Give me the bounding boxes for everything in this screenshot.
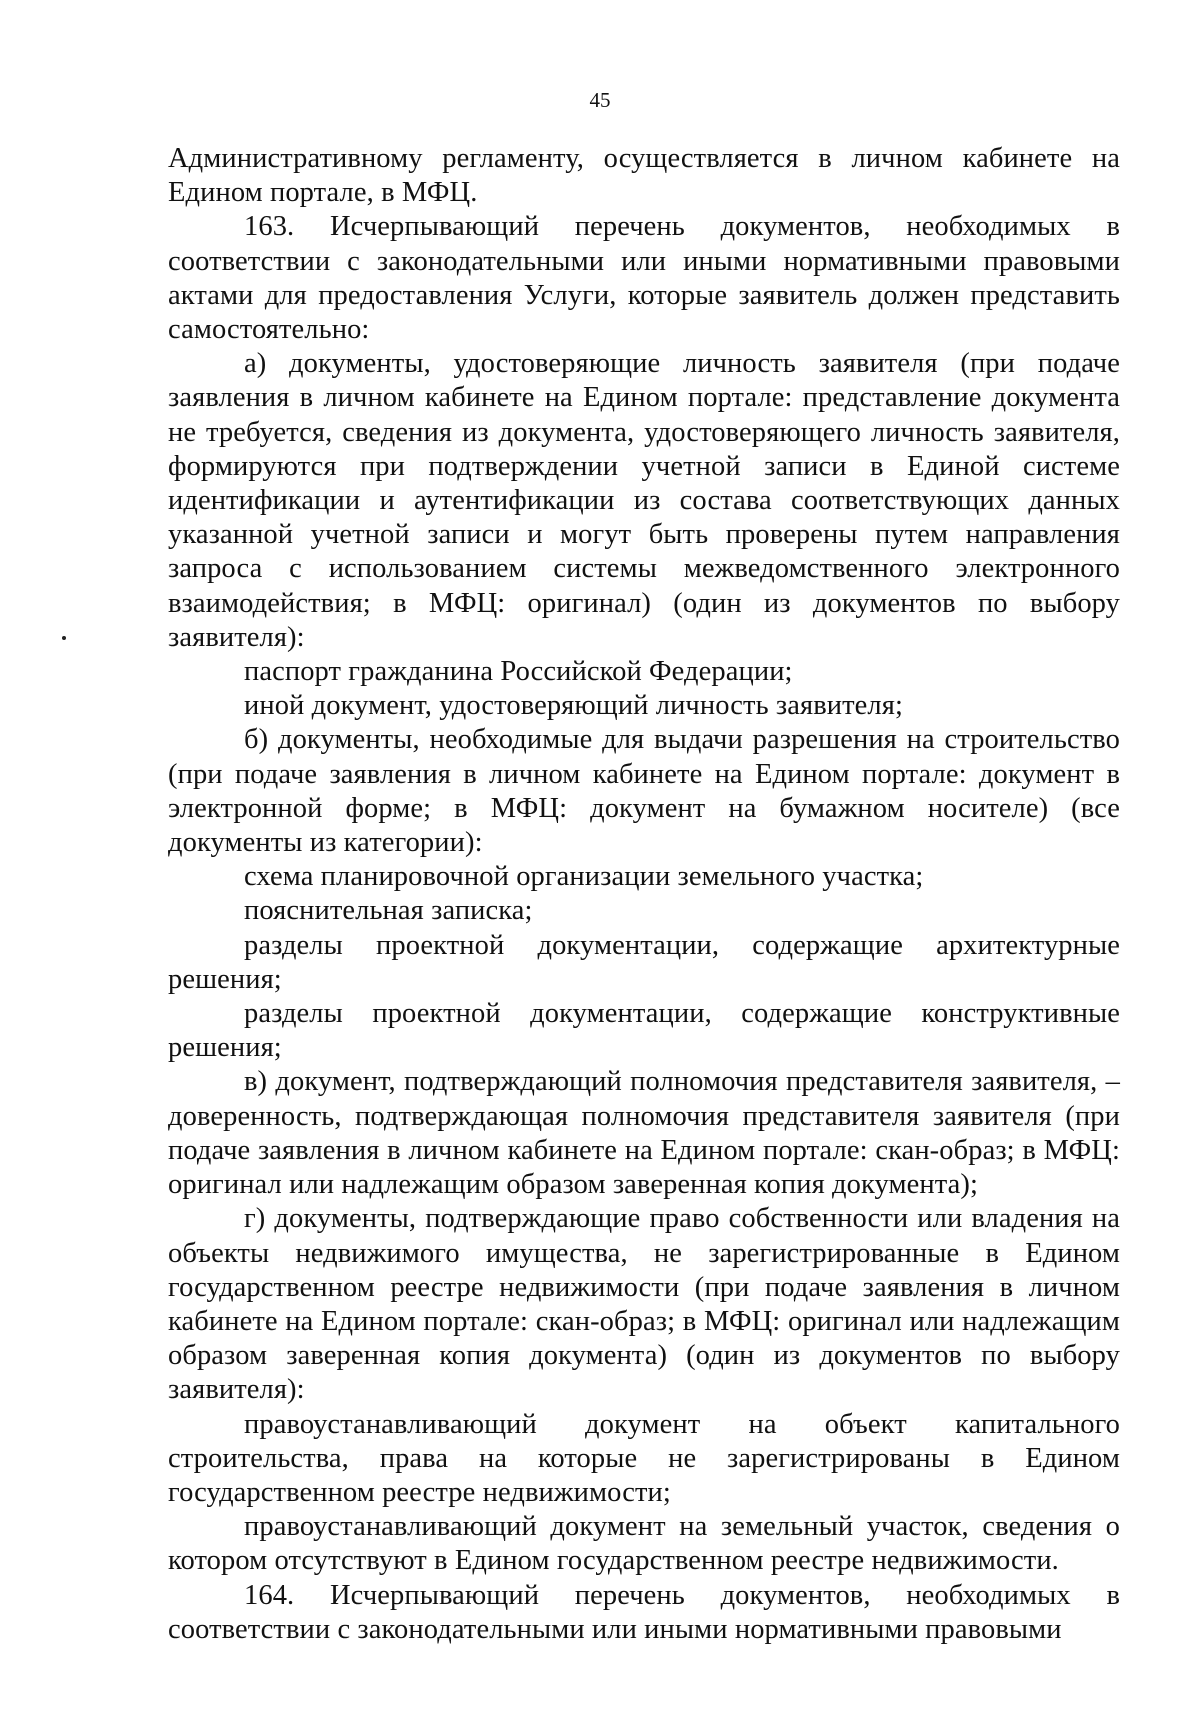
paragraph-continuation: Административному регламенту, осуществляется в личном кабинете на Едином портале, в МФЦ. [168, 143, 1120, 209]
margin-dot [62, 636, 66, 640]
list-item-passport: паспорт гражданина Российской Федерации; [244, 656, 793, 688]
list-item-structural-sections: разделы проектной документации, содержащие конструктивные решения; [168, 998, 1120, 1064]
list-item-land-plot-title: правоустанавливающий документ на земельный участок, сведения о котором отсутствуют в Едином государственном реестре недвижимости. [168, 1511, 1120, 1577]
paragraph-subitem-b: б) документы, необходимые для выдачи разрешения на строительство (при подаче заявления в личном кабинете на Едином портале: документ в электронной форме; в МФЦ: документ на бумажном носителе) (все документы из категории): [168, 724, 1120, 859]
page-number: 45 [589, 88, 611, 112]
paragraph-item-164: 164. Исчерпывающий перечень документов, необходимых в соответствии с законодательными или иными нормативными правовыми [168, 1579, 1120, 1645]
paragraph-subitem-v: в) документ, подтверждающий полномочия представителя заявителя, – доверенность, подтверждающая полномочия представителя заявителя (при подаче заявления в личном кабинете на Едином портале: скан-образ; в МФЦ: оригинал или надлежащим образом заверенная копия документа); [168, 1066, 1120, 1201]
document-body [168, 142, 1120, 1647]
list-item-explanatory-note: пояснительная записка; [244, 895, 533, 927]
paragraph-subitem-a: а) документы, удостоверяющие личность заявителя (при подаче заявления в личном кабинете на Едином портале: представление документа не требуется, сведения из документа, удостоверяющего личность заявителя, формируются при подтверждении учетной записи в Единой системе идентификации и аутентификации из состава соответствующих данных указанной учетной записи и могут быть проверены путем направления запроса с использованием системы межведомственного электронного взаимодействия; в МФЦ: оригинал) (один из документов по выбору заявителя): [168, 348, 1120, 653]
list-item-site-plan: схема планировочной организации земельного участка; [244, 861, 924, 893]
list-item-other-id: иной документ, удостоверяющий личность заявителя; [244, 690, 903, 722]
list-item-capital-construction-title: правоустанавливающий документ на объект капитального строительства, права на которые не зарегистрированы в Едином государственном реестре недвижимости; [168, 1408, 1120, 1508]
list-item-architectural-sections: разделы проектной документации, содержащие архитектурные решения; [168, 929, 1120, 995]
paragraph-subitem-g: г) документы, подтверждающие право собственности или владения на объекты недвижимого имущества, не зарегистрированные в Едином государственном реестре недвижимости (при подаче заявления в личном кабинете на Едином портале: скан-образ; в МФЦ: оригинал или надлежащим образом заверенная копия документа) (один из документов по выбору заявителя): [168, 1203, 1120, 1406]
paragraph-item-163: 163. Исчерпывающий перечень документов, необходимых в соответствии с законодательными или иными нормативными правовыми актами для предоставления Услуги, которые заявитель должен представить самостоятельно: [168, 211, 1120, 346]
